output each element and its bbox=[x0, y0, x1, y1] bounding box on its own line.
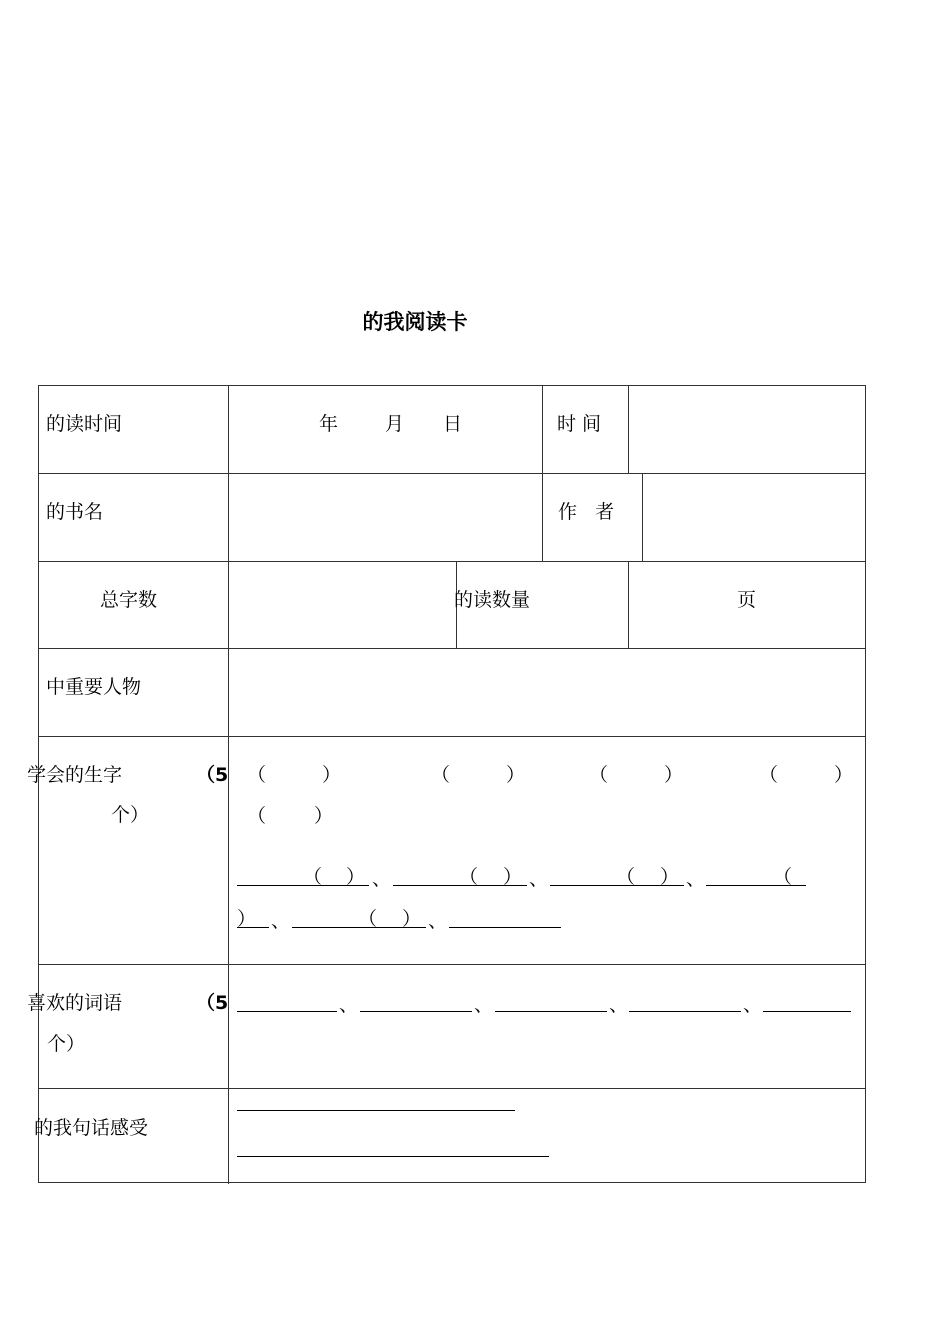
paren-close: ） bbox=[402, 908, 422, 930]
comma-separator: 、 bbox=[529, 868, 549, 890]
time-field[interactable] bbox=[631, 388, 861, 470]
paren-open: （ bbox=[247, 764, 267, 786]
characters-field[interactable] bbox=[232, 651, 862, 733]
paren-close: ） bbox=[322, 764, 342, 786]
comma-separator: 、 bbox=[428, 910, 448, 932]
new-chars-label: 学会的生字 bbox=[27, 764, 123, 786]
comma-separator: 、 bbox=[339, 994, 359, 1016]
comma-separator: 、 bbox=[609, 994, 629, 1016]
row-divider bbox=[39, 964, 865, 965]
column-divider bbox=[642, 473, 643, 561]
row-divider bbox=[39, 473, 865, 474]
paren-close: ） bbox=[664, 764, 684, 786]
blank-line[interactable] bbox=[763, 1011, 851, 1012]
date-month: 月 bbox=[385, 413, 405, 435]
page-unit: 页 bbox=[737, 589, 757, 611]
time-label: 时 间 bbox=[557, 413, 602, 435]
paren-open: （ bbox=[616, 866, 636, 888]
blank-line[interactable] bbox=[237, 1011, 337, 1012]
blank-line[interactable] bbox=[449, 927, 561, 928]
paren-close: ） bbox=[834, 764, 854, 786]
date-year: 年 bbox=[319, 413, 339, 435]
paren-open: （ bbox=[247, 805, 267, 827]
author-field[interactable] bbox=[645, 476, 863, 558]
comma-separator: 、 bbox=[474, 994, 494, 1016]
comma-separator: 、 bbox=[743, 994, 763, 1016]
paren-open: （ bbox=[589, 764, 609, 786]
reading-card-table bbox=[27, 385, 866, 1183]
paren-open: （ bbox=[431, 764, 451, 786]
paren-close: ） bbox=[314, 805, 334, 827]
blank-line[interactable] bbox=[237, 1110, 515, 1111]
date-day: 日 bbox=[443, 413, 463, 435]
blank-line[interactable] bbox=[237, 1156, 549, 1157]
favorite-words-unit: 个） bbox=[47, 1033, 86, 1055]
paren-close: ） bbox=[506, 764, 526, 786]
reading-time-label: 的读时间 bbox=[46, 413, 123, 435]
comma-separator: 、 bbox=[271, 910, 291, 932]
book-name-field[interactable] bbox=[232, 476, 538, 558]
word-count-field[interactable] bbox=[232, 564, 452, 646]
characters-label: 中重要人物 bbox=[46, 676, 142, 698]
blank-line[interactable] bbox=[629, 1011, 741, 1012]
author-label: 作 者 bbox=[558, 501, 615, 523]
paren-open: （ bbox=[459, 866, 479, 888]
paren-close: ） bbox=[503, 866, 523, 888]
blank-line[interactable] bbox=[360, 1011, 472, 1012]
book-name-label: 的书名 bbox=[46, 501, 104, 523]
column-divider bbox=[628, 561, 629, 648]
word-count-label: 总字数 bbox=[100, 589, 158, 611]
paren-open: （ bbox=[303, 866, 323, 888]
paren-close: ） bbox=[346, 866, 366, 888]
paren-open: （ bbox=[358, 908, 378, 930]
favorite-words-count: （5 bbox=[196, 992, 229, 1014]
row-divider bbox=[39, 736, 865, 737]
favorite-words-label: 喜欢的词语 bbox=[27, 992, 123, 1014]
row-divider bbox=[39, 648, 865, 649]
row-divider bbox=[39, 1088, 865, 1089]
paren-open: （ bbox=[759, 764, 779, 786]
row-divider bbox=[39, 561, 865, 562]
comma-separator: 、 bbox=[372, 868, 392, 890]
column-divider bbox=[628, 386, 629, 473]
new-chars-count: （5 bbox=[196, 764, 229, 786]
sentence-feeling-label: 的我句话感受 bbox=[34, 1117, 149, 1139]
paren-close: ） bbox=[237, 908, 257, 930]
paren-close: ） bbox=[660, 866, 680, 888]
card-title: 的我阅读卡 bbox=[362, 310, 468, 334]
new-chars-unit: 个） bbox=[111, 804, 150, 826]
comma-separator: 、 bbox=[686, 868, 706, 890]
column-divider bbox=[542, 386, 543, 561]
blank-line[interactable] bbox=[495, 1011, 607, 1012]
page-count-label: 的读数量 bbox=[454, 589, 531, 611]
paren-open: （ bbox=[773, 866, 793, 888]
